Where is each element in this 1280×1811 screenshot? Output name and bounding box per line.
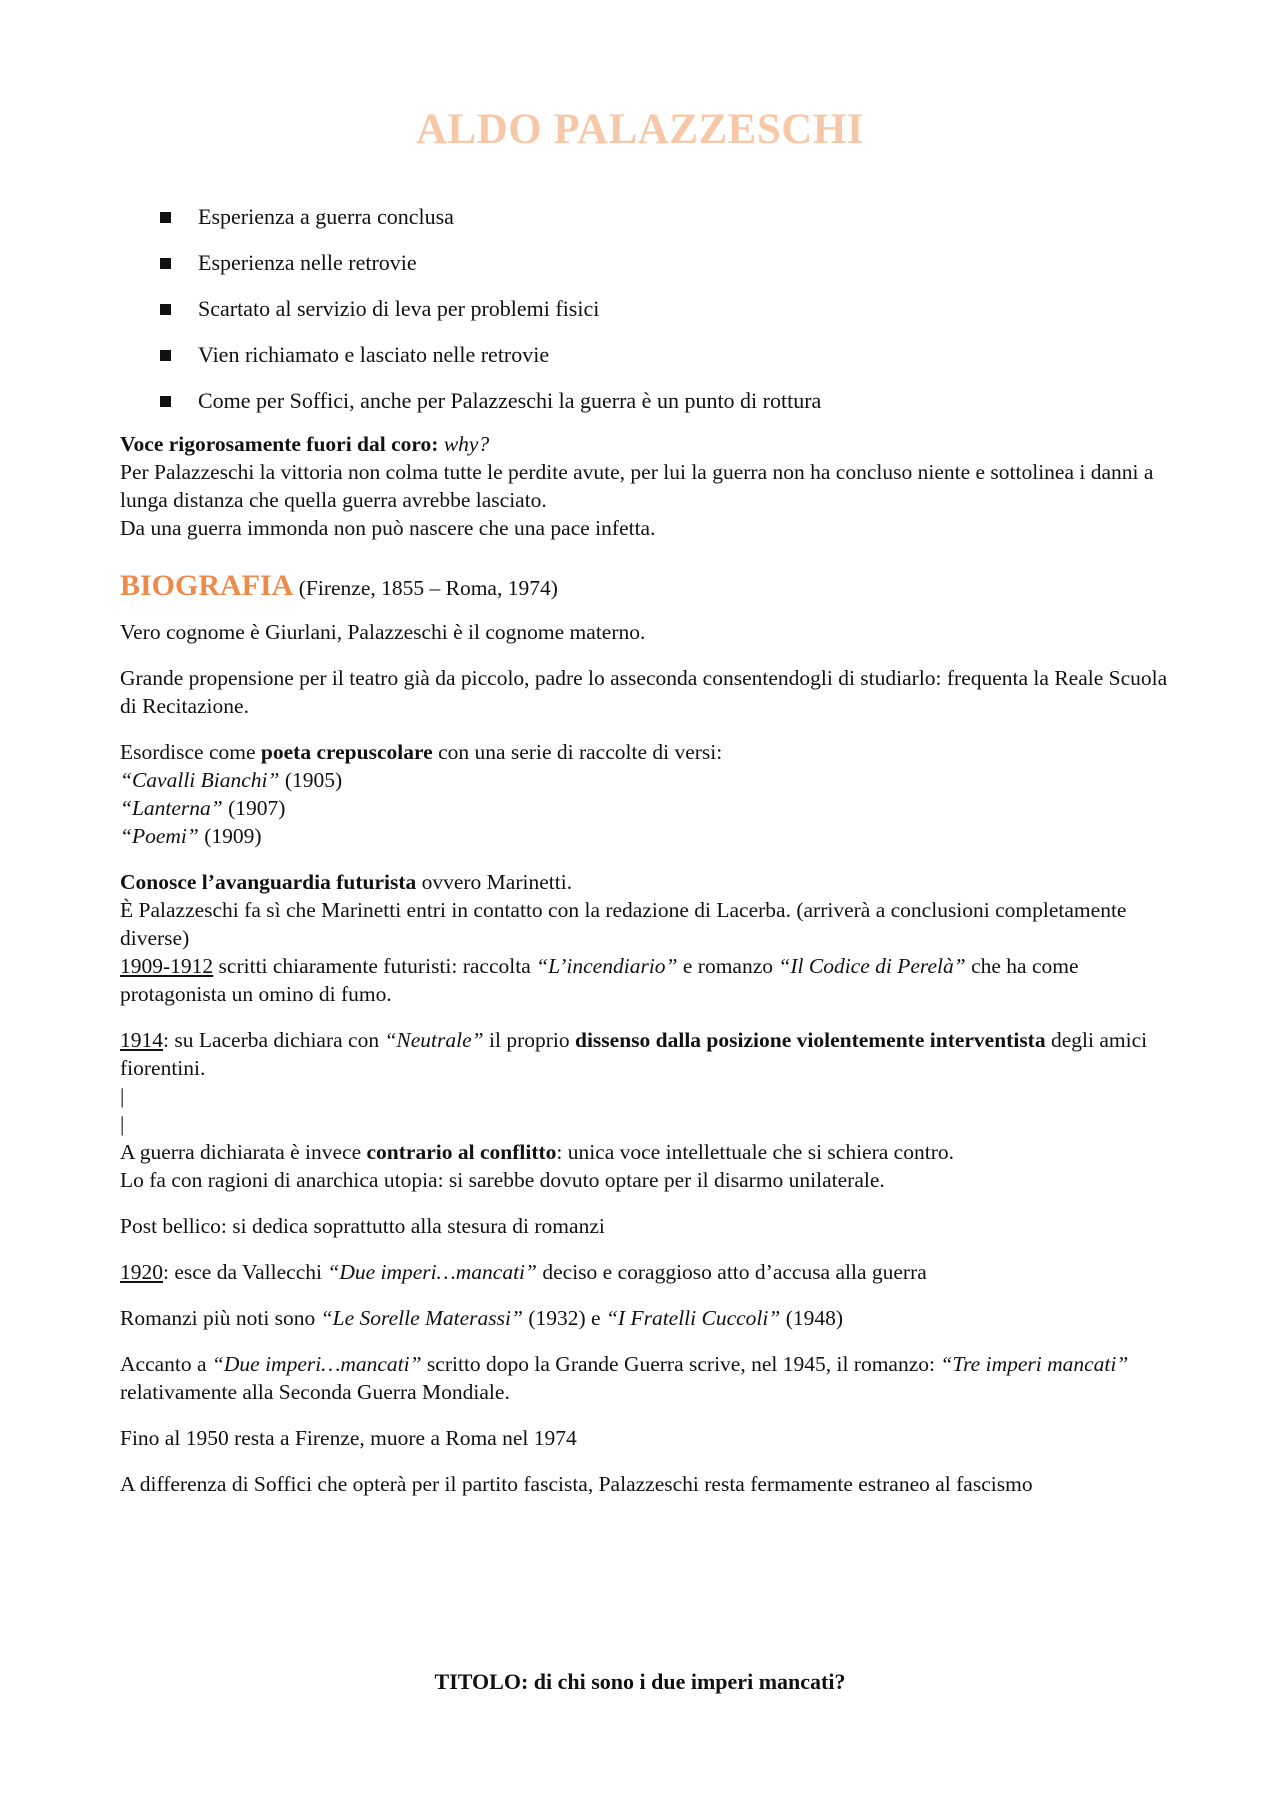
square-bullet-icon (160, 212, 171, 223)
page-title: ALDO PALAZZESCHI (415, 106, 865, 153)
separator-bar: | (120, 1112, 125, 1136)
list-item: Esperienza nelle retrovie (160, 248, 821, 294)
footer-title: TITOLO: di chi sono i due imperi mancati? (434, 1669, 846, 1694)
document-body (120, 430, 1170, 1516)
intro-paragraph: Voce rigorosamente fuori dal coro: why? Per Palazzeschi la vittoria non colma tutte le perdite avute, per lui la guerra non ha concluso niente e sottolinea i danni a lunga distanza che quella guerra avrebbe lasciato. Da una guerra immonda non può nascere che una pace infetta. (120, 432, 1154, 540)
bio-paragraph-10: Fino al 1950 resta a Firenze, muore a Roma nel 1974 (120, 1426, 577, 1450)
bio-paragraph-8: Romanzi più noti sono “Le Sorelle Materassi” (1932) e “I Fratelli Cuccoli” (1948) (120, 1306, 844, 1330)
list-item: Come per Soffici, anche per Palazzeschi la guerra è un punto di rottura (160, 386, 821, 432)
bullet-list (160, 202, 821, 432)
list-item: Vien richiamato e lasciato nelle retrovie (160, 340, 821, 386)
bio-paragraph-3: Esordisce come poeta crepuscolare con una serie di raccolte di versi: “Cavalli Bianchi” (1905) “Lanterna” (1907) “Poemi” (1909) (120, 740, 723, 848)
square-bullet-icon (160, 258, 171, 269)
bio-paragraph-1: Vero cognome è Giurlani, Palazzeschi è il cognome materno. (120, 620, 646, 644)
square-bullet-icon (160, 304, 171, 315)
bio-paragraph-6: Post bellico: si dedica soprattutto alla stesura di romanzi (120, 1214, 605, 1238)
square-bullet-icon (160, 396, 171, 407)
bio-heading: BIOGRAFIA (Firenze, 1855 – Roma, 1974) (120, 569, 558, 602)
bio-paragraph-11: A differenza di Soffici che opterà per il partito fascista, Palazzeschi resta fermamente estraneo al fascismo (120, 1472, 1033, 1496)
list-item: Esperienza a guerra conclusa (160, 202, 821, 248)
bio-paragraph-7: 1920: esce da Vallecchi “Due imperi…mancati” deciso e coraggioso atto d’accusa alla guerra (120, 1260, 927, 1284)
square-bullet-icon (160, 350, 171, 361)
list-item: Scartato al servizio di leva per problemi fisici (160, 294, 821, 340)
bio-paragraph-2: Grande propensione per il teatro già da piccolo, padre lo asseconda consentendogli di studiarlo: frequenta la Reale Scuola di Recitazione. (120, 666, 1168, 718)
bio-paragraph-5: 1914: su Lacerba dichiara con “Neutrale” il proprio dissenso dalla posizione violentemente interventista degli amici fiorentini. | | A guerra dichiarata è invece contrario al conflitto: unica voce intellettuale che si schiera contro. Lo fa con ragioni di anarchica utopia: si sarebbe dovuto optare per il disarmo unilaterale. (120, 1026, 1170, 1194)
bio-paragraph-9: Accanto a “Due imperi…mancati” scritto dopo la Grande Guerra scrive, nel 1945, il romanzo: “Tre imperi mancati” relativamente alla Seconda Guerra Mondiale. (120, 1352, 1129, 1404)
separator-bar: | (120, 1084, 125, 1108)
bio-paragraph-4: Conosce l’avanguardia futurista ovvero Marinetti. È Palazzeschi fa sì che Marinetti entri in contatto con la redazione di Lacerba. (arriverà a conclusioni completamente diverse) 1909-1912 scritti chiaramente futuristi: raccolta “L’incendiario” e romanzo “Il Codice di Perelà” che ha come protagonista un omino di fumo. (120, 870, 1127, 1006)
